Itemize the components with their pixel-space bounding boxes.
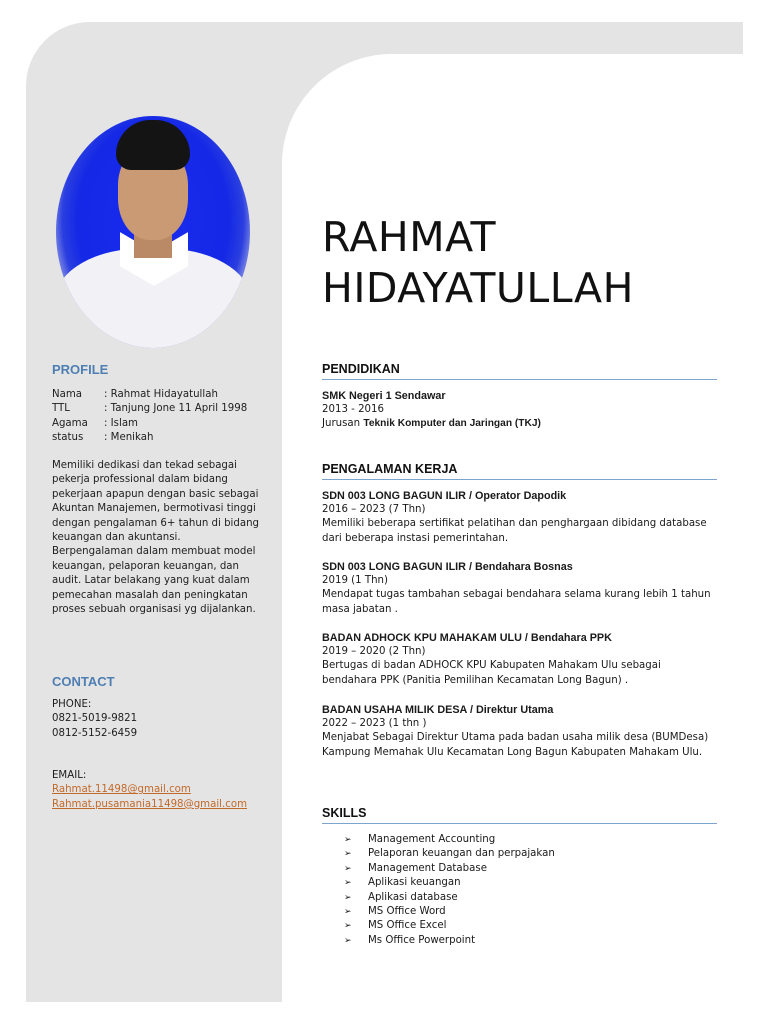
profile-details: [52, 388, 247, 446]
education-entry: [322, 389, 717, 432]
job-description: Memiliki beberapa sertifikat pelatihan dan penghargaan dibidang database dari beberapa instasi pemerintahan.: [322, 518, 707, 544]
skills-heading: SKILLS: [322, 806, 717, 824]
skill-item: [344, 847, 555, 861]
job-title: SDN 003 LONG BAGUN ILIR / Operator Dapodik: [322, 490, 567, 502]
job-description: Bertugas di badan ADHOCK KPU Kabupaten Mahakam Ulu sebagai bendahara PPK (Panitia Pemilihan Kecamatan Long Bagun) .: [322, 660, 661, 686]
education-major: [322, 417, 717, 431]
phone-label: PHONE:: [52, 699, 92, 710]
photo-hair: [116, 120, 190, 170]
email-link[interactable]: Rahmat.11498@gmail.com: [52, 784, 191, 796]
profile-value: : Tanjung Jone 11 April 1998: [104, 403, 248, 415]
profile-value: : Menikah: [104, 432, 154, 444]
profile-row-status: [52, 431, 247, 445]
job-period: 2019 – 2020 (2 Thn): [322, 646, 426, 658]
skill-item: [344, 833, 555, 847]
arrow-bullet-icon: ➢: [344, 892, 352, 903]
education-years: 2013 - 2016: [322, 404, 385, 416]
arrow-bullet-icon: ➢: [344, 863, 352, 874]
candidate-name: [322, 212, 634, 314]
skill-item: [344, 891, 555, 905]
job-title: BADAN ADHOCK KPU MAHAKAM ULU / Bendahara PPK: [322, 632, 612, 644]
profile-row-agama: [52, 417, 247, 431]
profile-label: status: [52, 432, 84, 444]
job-entry: [322, 631, 717, 688]
skill-item: [344, 919, 555, 933]
contact-email: [52, 769, 247, 812]
arrow-bullet-icon: ➢: [344, 907, 352, 918]
major-name: Teknik Komputer dan Jaringan (TKJ): [363, 418, 541, 430]
job-entry: [322, 489, 717, 546]
job-title: SDN 003 LONG BAGUN ILIR / Bendahara Bosnas: [322, 561, 573, 573]
email-link[interactable]: Rahmat.pusamania11498@gmail.com: [52, 798, 248, 810]
email-label: EMAIL:: [52, 770, 87, 781]
skill-label: Management Database: [368, 862, 487, 874]
job-period: 2016 – 2023 (7 Thn): [322, 504, 426, 516]
profile-label: Nama: [52, 389, 83, 400]
profile-label: Agama: [52, 417, 88, 429]
arrow-bullet-icon: ➢: [344, 935, 352, 946]
job-period: 2022 – 2023 (1 thn ): [322, 718, 427, 730]
contact-phone: [52, 698, 137, 741]
skill-label: MS Office Word: [368, 906, 446, 918]
name-line-first: RAHMAT: [322, 213, 496, 261]
contact-heading: CONTACT: [52, 674, 115, 689]
experience-heading: PENGALAMAN KERJA: [322, 462, 717, 480]
arrow-bullet-icon: ➢: [344, 849, 352, 860]
profile-photo: [56, 116, 250, 348]
profile-label: TTL: [52, 403, 70, 415]
job-description: Menjabat Sebagai Direktur Utama pada badan usaha milik desa (BUMDesa) Kampung Memahak Ulu Kecamatan Long Bagun Kabupaten Mahakam Ulu.: [322, 732, 709, 758]
skill-label: Aplikasi keuangan: [368, 877, 461, 889]
skill-label: MS Office Excel: [368, 920, 447, 932]
job-entry: [322, 560, 717, 617]
school-name: SMK Negeri 1 Sendawar: [322, 390, 446, 402]
skill-label: Aplikasi database: [368, 891, 458, 903]
phone-number: 0812-5152-6459: [52, 727, 138, 739]
profile-row-nama: [52, 388, 247, 402]
skill-label: Pelaporan keuangan dan perpajakan: [368, 848, 555, 860]
arrow-bullet-icon: ➢: [344, 835, 352, 845]
skill-item: [344, 876, 555, 890]
major-prefix: Jurusan: [322, 418, 364, 430]
job-description: Mendapat tugas tambahan sebagai bendahara selama kurang lebih 1 tahun masa jabatan .: [322, 589, 711, 615]
education-heading: PENDIDIKAN: [322, 362, 717, 380]
arrow-bullet-icon: ➢: [344, 878, 352, 889]
job-period: 2019 (1 Thn): [322, 575, 388, 587]
arrow-bullet-icon: ➢: [344, 921, 352, 932]
profile-value: : Islam: [104, 417, 138, 429]
phone-number: 0821-5019-9821: [52, 713, 138, 725]
skill-item: [344, 905, 555, 919]
profile-row-ttl: [52, 402, 247, 416]
skill-label: Ms Office Powerpoint: [368, 934, 476, 946]
job-entry: [322, 703, 717, 760]
skills-list: [344, 833, 555, 948]
job-title: BADAN USAHA MILIK DESA / Direktur Utama: [322, 704, 554, 716]
profile-summary: Memiliki dedikasi dan tekad sebagai pekerja professional dalam bidang pekerjaan apapun dengan basic sebagai Akuntan Manajemen, bermotivasi tinggi dengan pengalaman 6+ tahun di bidang keuangan dan akuntansi. Berpengalaman dalam membuat model keuangan, pelaporan keuangan, dan audit. Latar belakang yang kuat dalam pemecahan masalah dan peningkatan proses sebuah organisasi yg dijalankan.: [52, 460, 259, 616]
profile-heading: PROFILE: [52, 362, 109, 377]
skill-item: [344, 862, 555, 876]
profile-value: : Rahmat Hidayatullah: [104, 389, 218, 400]
name-line-last: HIDAYATULLAH: [322, 264, 634, 312]
skill-item: [344, 934, 555, 948]
skill-label: Management Accounting: [368, 834, 496, 845]
